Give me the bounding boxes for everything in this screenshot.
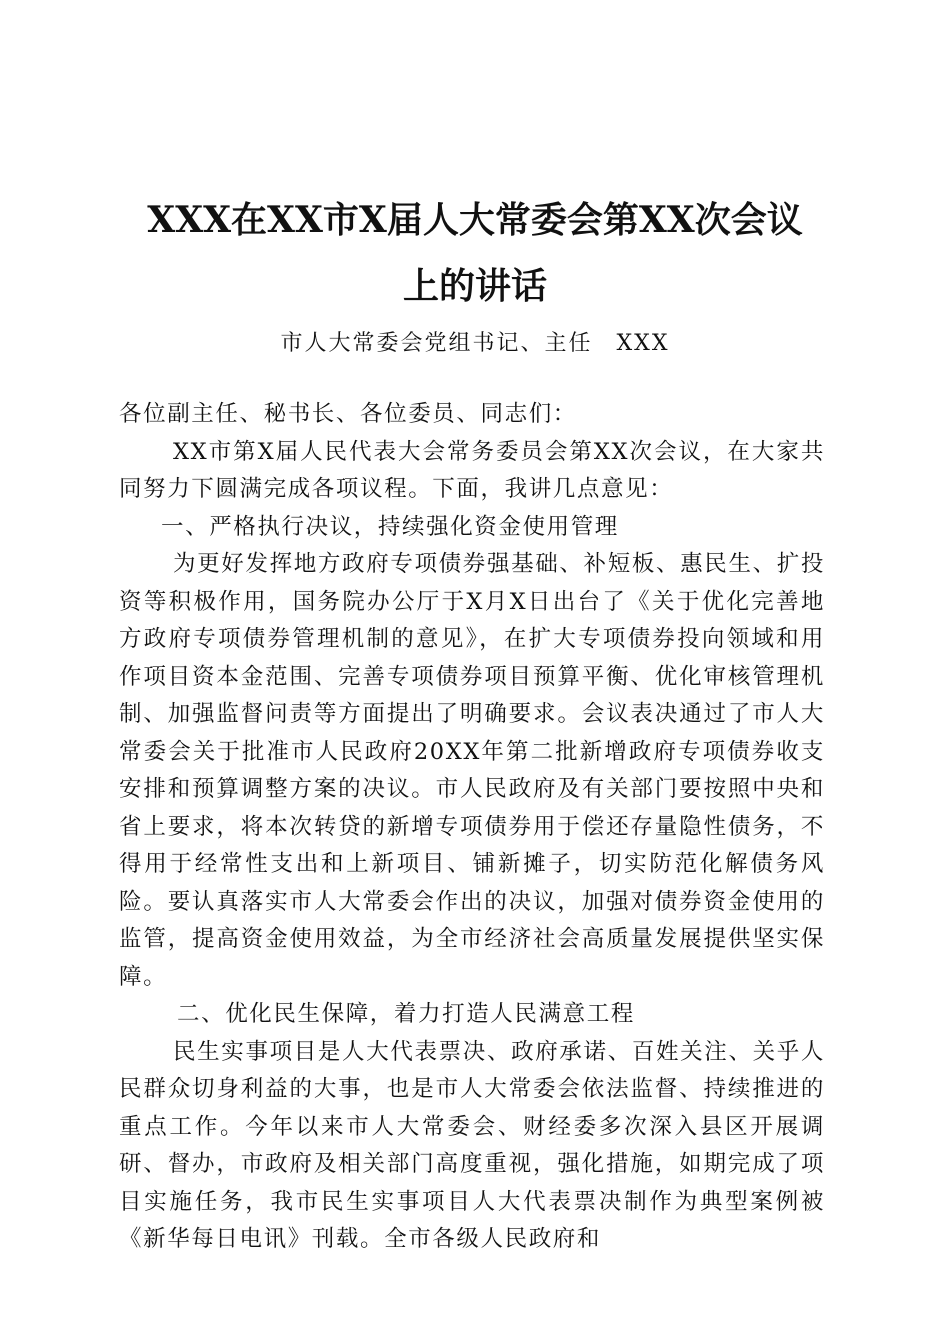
intro-paragraph: XX市第X届人民代表大会常务委员会第XX次会议，在大家共同努力下圆满完成各项议程。下面，我讲几点意见：	[119, 438, 825, 502]
section-2-heading: 二、优化民生保障，着力打造人民满意工程	[177, 1001, 635, 1027]
salutation: 各位副主任、秘书长、各位委员、同志们：	[119, 401, 577, 427]
document-title-line-1: XXX在XX市X届人大常委会第XX次会议	[147, 199, 803, 241]
section-2-paragraph: 民生实事项目是人大代表票决、政府承诺、百姓关注、关乎人民群众切身利益的大事，也是市人大常委会依法监督、持续推进的重点工作。今年以来市人大常委会、财经委多次深入县区开展调研、督办，市政府及相关部门高度重视，强化措施，如期完成了项目实施任务，我市民生实事项目人大代表票决制作为典型案例被《新华每日电讯》刊载。全市各级人民政府和	[119, 1038, 825, 1252]
section-1-paragraph: 为更好发挥地方政府专项债券强基础、补短板、惠民生、扩投资等积极作用，国务院办公厅于X月X日出台了《关于优化完善地方政府专项债券管理机制的意见》，在扩大专项债券投向领域和用作项目资本金范围、完善专项债券项目预算平衡、优化审核管理机制、加强监督问责等方面提出了明确要求。会议表决通过了市人大常委会关于批准市人民政府20XX年第二批新增政府专项债券收支安排和预算调整方案的决议。市人民政府及有关部门要按照中央和省上要求，将本次转贷的新增专项债券用于偿还存量隐性债务，不得用于经常性支出和上新项目、铺新摊子，切实防范化解债务风险。要认真落实市人大常委会作出的决议，加强对债券资金使用的监管，提高资金使用效益，为全市经济社会高质量发展提供坚实保障。	[119, 551, 825, 990]
author-line: 市人大常委会党组书记、主任 XXX	[280, 331, 670, 356]
section-1-heading: 一、严格执行决议，持续强化资金使用管理	[161, 513, 619, 540]
document-body	[119, 396, 825, 1259]
document-title-line-2: 上的讲话	[402, 265, 547, 307]
